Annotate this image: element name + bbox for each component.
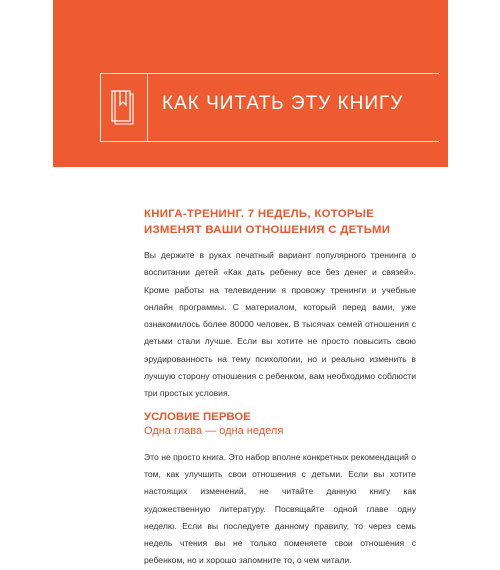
- condition-paragraph: Это не просто книга. Это набор вполне конкретных рекомендаций о том, как улучшить свои отношения с детьми. Если вы хотите настоящих изменений, не читайте данную книгу как художественную литературу. Посвящайте одной главе одну неделю. Если вы последуете данному правилу, то через семь недель чтения вы не только поменяете свои отношения с ребенком, но и хорошо запомните то, о чем читали.: [144, 451, 416, 566]
- section-heading: [144, 206, 416, 238]
- intro-paragraph: Вы держите в руках печатный вариант популярного тренинга о воспитании детей «Как дать ребенку все без денег и связей». Кроме работы на телевидении я провожу тренинги и учебные онлайн программы. С материалом, который перед вами, уже ознакомилось более 80000 человек. В тысячах семей отношения с детьми стали лучше. Если вы хотите не просто повысить свою эрудированность на тему психологии, но и реально изменить в лучшую сторону отношения с ребенком, вам необходимо соблюсти три простых условия.: [144, 250, 416, 399]
- section-heading-line-1: КНИГА-ТРЕНИНГ. 7 НЕДЕЛЬ, КОТОРЫЕ: [144, 208, 375, 220]
- content-column: [144, 206, 416, 570]
- chapter-title: КАК ЧИТАТЬ ЭТУ КНИГУ: [162, 93, 404, 114]
- banner-frame-top-line: [100, 73, 439, 74]
- banner-frame-divider: [147, 73, 148, 142]
- condition-subtitle: Одна глава — одна неделя: [144, 424, 284, 437]
- section-heading-line-2: ИЗМЕНЯТ ВАШИ ОТНОШЕНИЯ С ДЕТЬМИ: [144, 224, 391, 236]
- banner-frame-left-line: [100, 73, 101, 142]
- condition-heading: УСЛОВИЕ ПЕРВОЕ: [144, 410, 251, 423]
- book-bookmark-icon: [108, 88, 136, 126]
- banner-frame-bottom-line: [100, 141, 439, 142]
